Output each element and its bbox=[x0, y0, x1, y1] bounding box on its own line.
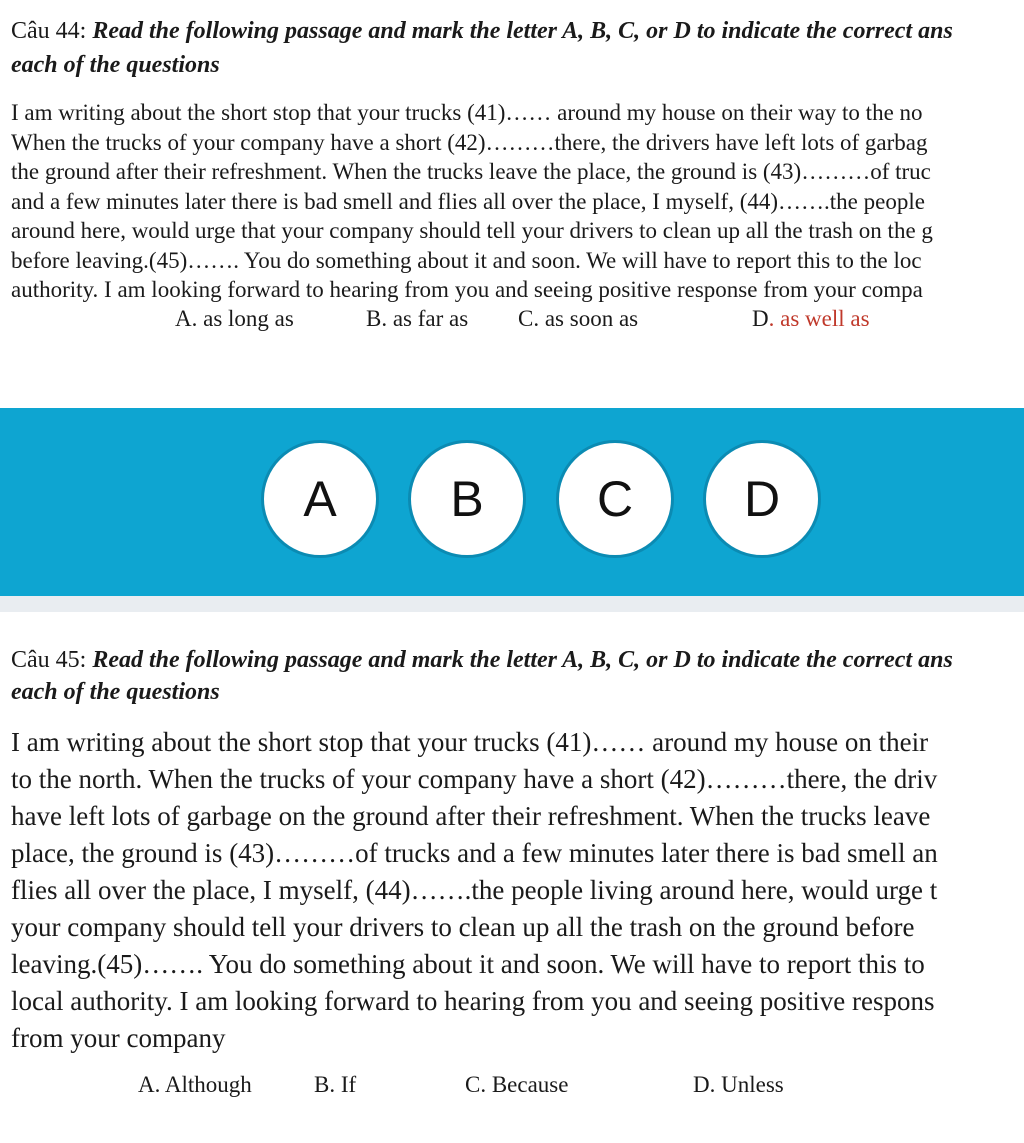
q44-label: Câu 44: bbox=[11, 18, 93, 44]
q45-passage-line: place, the ground is (43)………of trucks and a few minutes later there is bad smell an bbox=[11, 838, 938, 868]
q45-passage-line: to the north. When the trucks of your company have a short (42)………there, the driv bbox=[11, 764, 938, 794]
q44-passage-line: around here, would urge that your company should tell your drivers to clean up all the trash on the g bbox=[11, 218, 933, 243]
q44-passage-line: before leaving.(45)……. You do something about it and soon. We will have to report this to the loc bbox=[11, 247, 922, 273]
q45-passage-line: local authority. I am looking forward to hearing from you and seeing positive respons bbox=[11, 986, 935, 1016]
q44-option-b: B. as far as bbox=[366, 306, 469, 331]
q45-instruction-line2: each of the questions bbox=[11, 679, 220, 705]
q44-option-a: A. as long as bbox=[175, 306, 294, 331]
q44-option-d-text: . as well as bbox=[768, 306, 870, 331]
q45-passage-line: have left lots of garbage on the ground after their refreshment. When the trucks leave bbox=[11, 801, 931, 831]
answer-band-shadow bbox=[0, 596, 1024, 612]
q45-passage-line: leaving.(45)……. You do something about it and soon. We will have to report this to bbox=[11, 949, 925, 979]
answer-button-d[interactable]: D bbox=[703, 440, 821, 558]
q44-instruction-line2: each of the questions bbox=[11, 52, 220, 78]
q45-instruction-line1: Read the following passage and mark the letter A, B, C, or D to indicate the correct ans bbox=[92, 647, 953, 673]
q44-passage-line: the ground after their refreshment. When the trucks leave the place, the ground is (43)………of truc bbox=[11, 159, 931, 184]
answer-button-b[interactable]: B bbox=[408, 440, 526, 558]
q44-option-d bbox=[752, 306, 870, 332]
q44-instruction-line1: Read the following passage and mark the letter A, B, C, or D to indicate the correct ans bbox=[92, 18, 953, 44]
answer-button-c[interactable]: C bbox=[556, 440, 674, 558]
q44-option-c: C. as soon as bbox=[518, 306, 639, 331]
q44-passage bbox=[11, 98, 933, 305]
q45-passage-line: from your company bbox=[11, 1023, 226, 1053]
answer-button-a[interactable]: A bbox=[261, 440, 379, 558]
q44-options bbox=[0, 306, 1024, 336]
q45-passage-line: flies all over the place, I myself, (44)…….the people living around here, would urge t bbox=[11, 875, 938, 905]
q44-passage-line: When the trucks of your company have a short (42)………there, the drivers have left lots of garbag bbox=[11, 129, 928, 155]
q44-passage-line: authority. I am looking forward to hearing from you and seeing positive response from your compa bbox=[11, 277, 923, 302]
q44-passage-line: I am writing about the short stop that your trucks (41)…… around my house on their way to the no bbox=[11, 100, 923, 125]
q45-option-d: D. Unless bbox=[693, 1072, 784, 1097]
q44-option-d-letter: D bbox=[752, 306, 769, 331]
q45-options bbox=[0, 1072, 1024, 1104]
q45-option-b: B. If bbox=[314, 1072, 357, 1097]
q45-option-a: A. Although bbox=[138, 1072, 252, 1097]
q45-passage-line: your company should tell your drivers to clean up all the trash on the ground before bbox=[11, 912, 915, 942]
q45-heading bbox=[11, 644, 953, 708]
q45-label: Câu 45: bbox=[11, 647, 93, 673]
q45-passage-line: I am writing about the short stop that your trucks (41)…… around my house on their bbox=[11, 727, 929, 757]
q44-heading bbox=[11, 14, 953, 82]
q45-option-c: C. Because bbox=[465, 1072, 569, 1097]
q44-passage-line: and a few minutes later there is bad smell and flies all over the place, I myself, (44)…….the people bbox=[11, 188, 925, 214]
q45-passage bbox=[11, 724, 938, 1057]
